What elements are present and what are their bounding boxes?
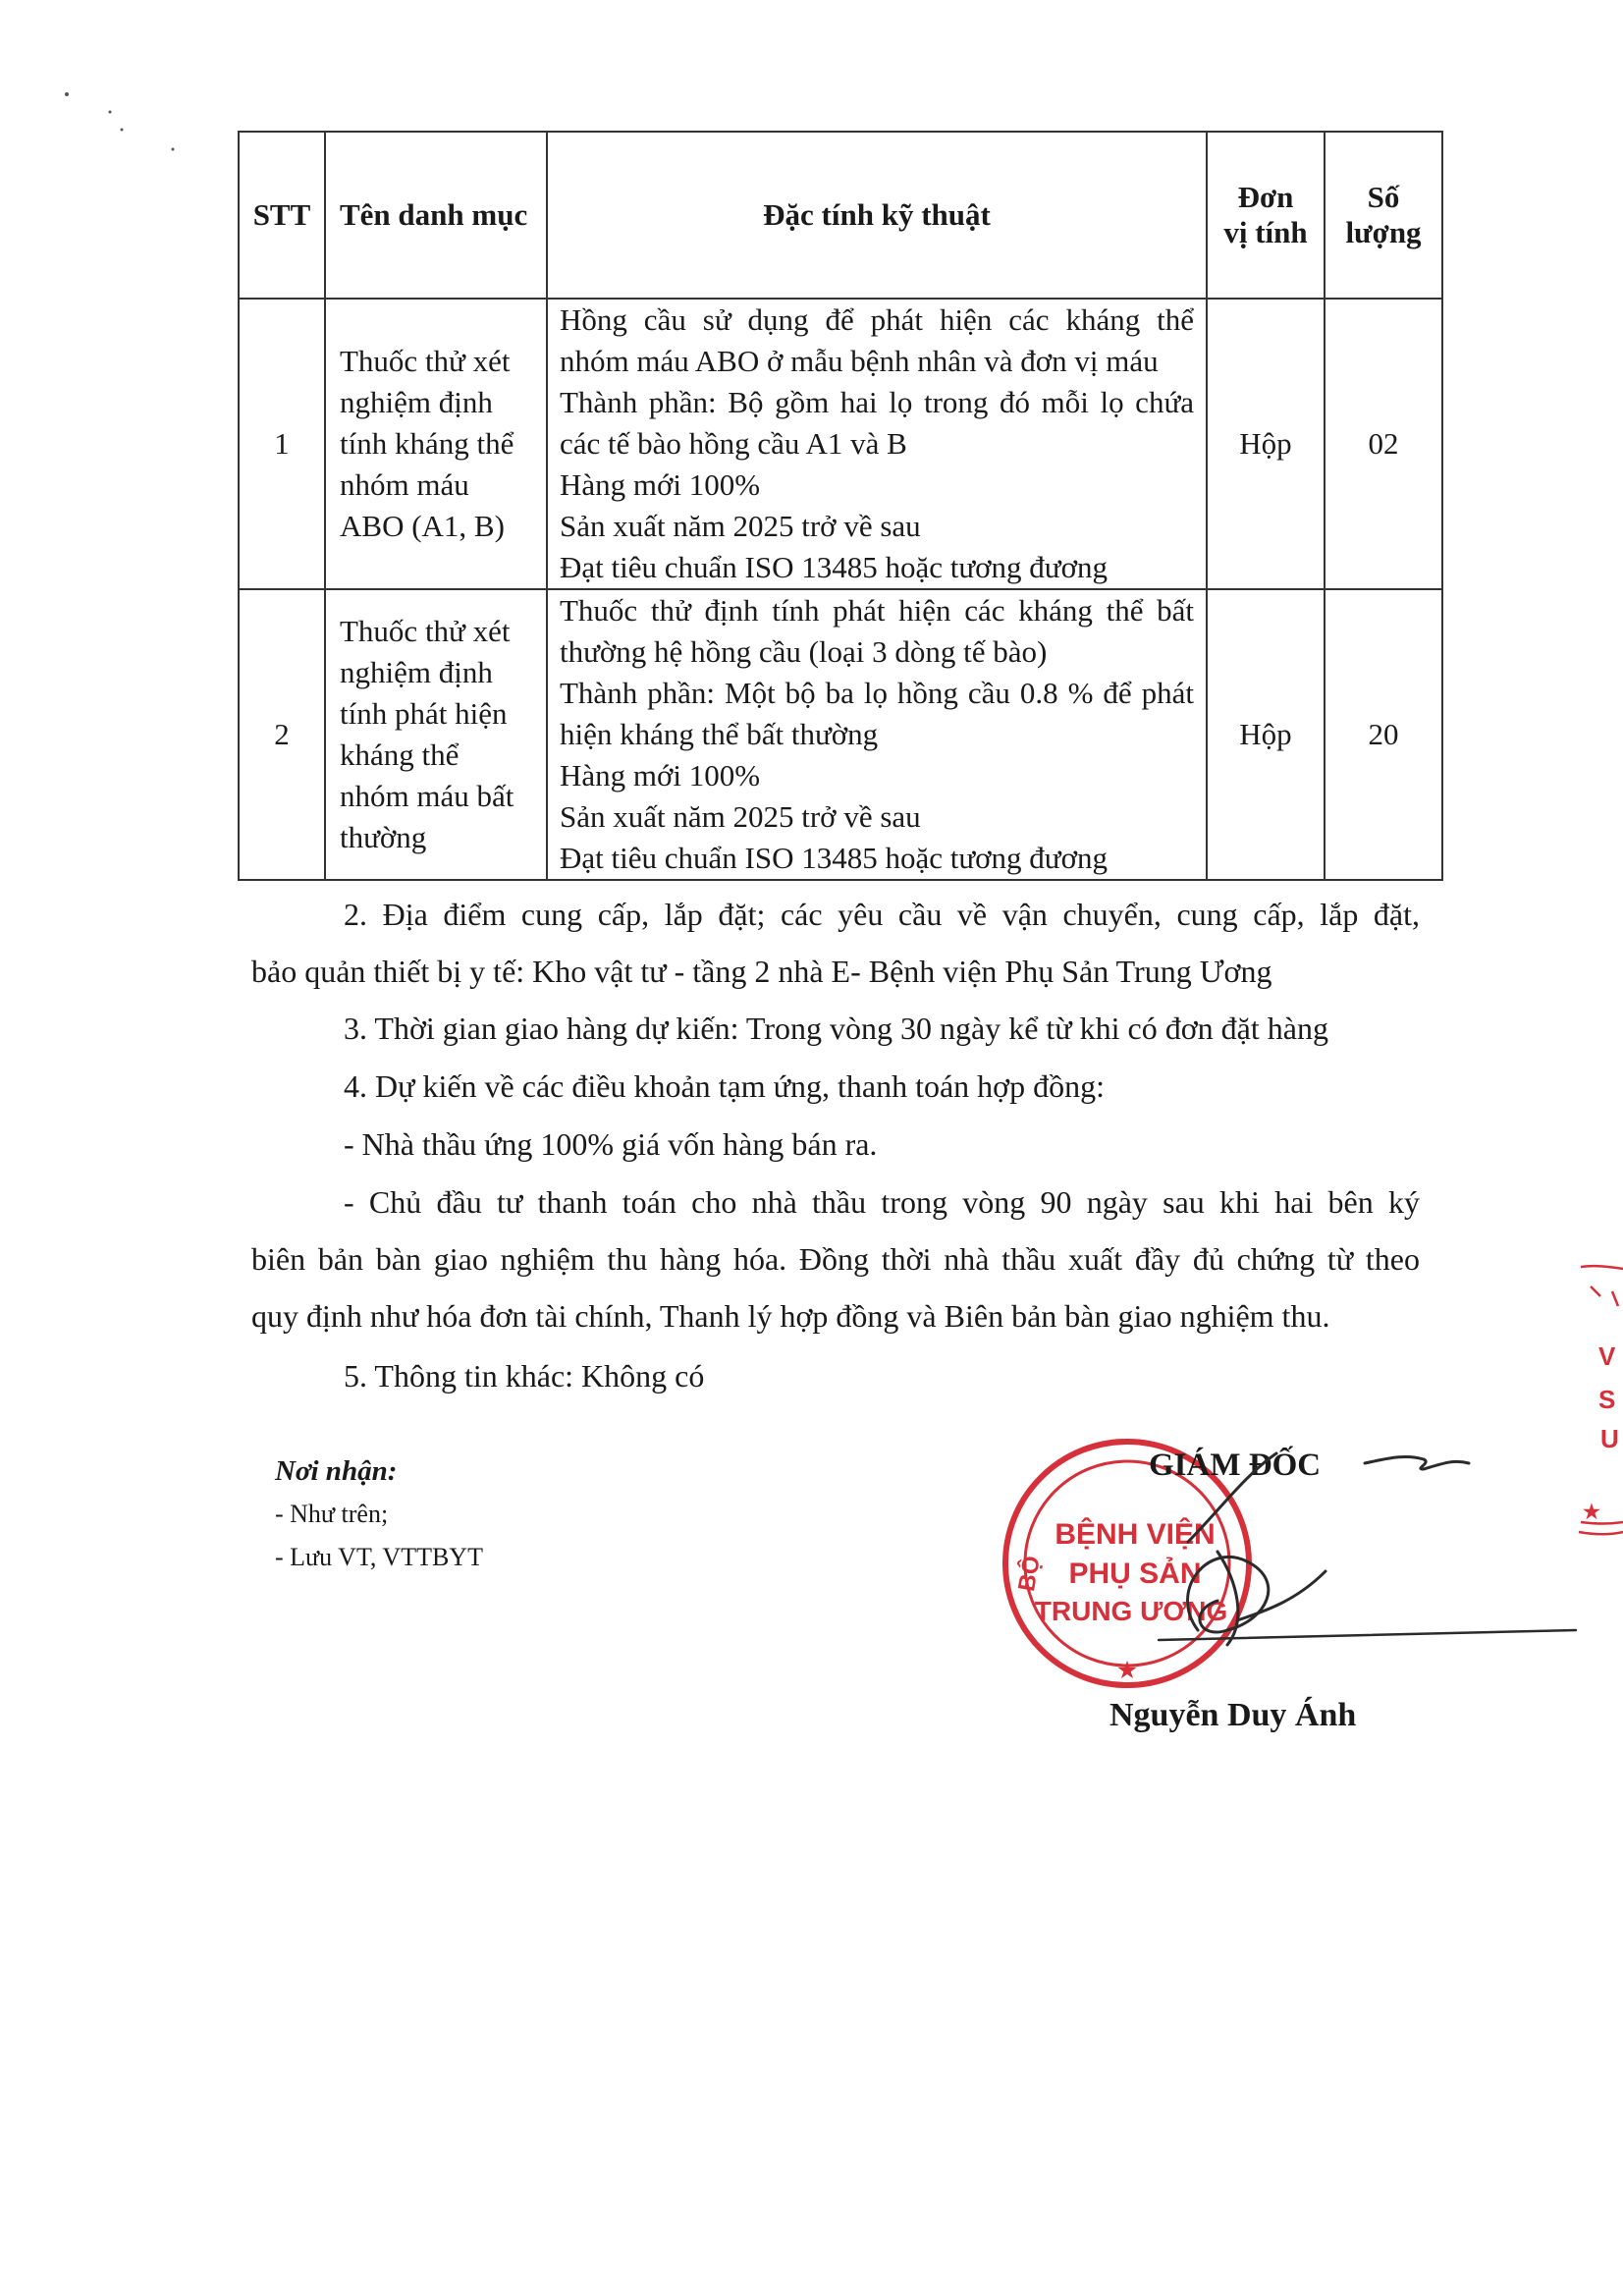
row-qty: 02	[1325, 299, 1442, 589]
table-row	[239, 589, 1442, 880]
header-unit	[1207, 132, 1325, 299]
edge-stamp-mark: V	[1598, 1341, 1616, 1371]
item-name-line: Thuốc thử xét	[340, 344, 511, 378]
recipient-item: - Như trên;	[275, 1500, 389, 1528]
row-stt: 1	[239, 299, 325, 589]
spec-line: Hàng mới 100%	[560, 467, 761, 502]
header-stt: STT	[239, 132, 325, 299]
row-spec	[547, 589, 1207, 880]
item-name-line: tính phát hiện	[340, 696, 508, 731]
seal-line1: BỆNH VIỆN	[1055, 1518, 1216, 1551]
edge-stamp-mark: U	[1600, 1424, 1619, 1453]
row-item-name	[325, 589, 547, 880]
item-name-line: nghiệm định	[340, 655, 493, 689]
row-stt: 2	[239, 589, 325, 880]
header-qty-line2: lượng	[1345, 215, 1422, 249]
row-spec	[547, 299, 1207, 589]
header-unit-line2: vị tính	[1223, 215, 1308, 249]
spec-line: Đạt tiêu chuẩn ISO 13485 hoặc tương đương	[560, 550, 1108, 584]
paragraph-line: bảo quản thiết bị y tế: Kho vật tư - tầng 2 nhà E- Bệnh viện Phụ Sản Trung Ương	[251, 954, 1272, 989]
paragraph-advance: - Nhà thầu ứng 100% giá vốn hàng bán ra.	[344, 1126, 878, 1162]
header-name: Tên danh mục	[325, 132, 547, 299]
item-name-line: nhóm máu	[340, 467, 469, 502]
row-unit: Hộp	[1207, 589, 1325, 880]
recipients-title: Nơi nhận:	[275, 1455, 398, 1487]
header-qty	[1325, 132, 1442, 299]
spec-line: Thành phần: Một bộ ba lọ hồng cầu 0.8 % để phát	[560, 676, 1194, 710]
seal-line3: TRUNG ƯƠNG	[1034, 1596, 1228, 1626]
item-name-line: Thuốc thử xét	[340, 614, 511, 648]
row-qty: 20	[1325, 589, 1442, 880]
item-name-line: ABO (A1, B)	[340, 509, 505, 543]
seal-line2: PHỤ SẢN	[1068, 1558, 1202, 1590]
edge-stamp-star-icon: ★	[1583, 1502, 1600, 1523]
paragraph-payment	[251, 1174, 1420, 1344]
item-name-line: tính kháng thể	[340, 426, 514, 461]
header-spec: Đặc tính kỹ thuật	[547, 132, 1207, 299]
seal-bo-text: BỘ	[1013, 1554, 1046, 1594]
paragraph-line: 2. Địa điểm cung cấp, lắp đặt; các yêu cầu về vận chuyển, cung cấp, lắp đặt,	[344, 897, 1420, 932]
item-name-line: nghiệm định	[340, 385, 493, 419]
spec-line: thường hệ hồng cầu (loại 3 dòng tế bào)	[560, 634, 1048, 669]
paragraph-line: biên bản bàn giao nghiệm thu hàng hóa. Đồng thời nhà thầu xuất đầy đủ chứng từ theo	[251, 1241, 1420, 1277]
spec-line: nhóm máu ABO ở mẫu bệnh nhân và đơn vị máu	[560, 344, 1159, 378]
paragraph-delivery-location	[251, 886, 1420, 1000]
signer-name: Nguyễn Duy Ánh	[1109, 1697, 1357, 1733]
header-unit-line1: Đơn	[1237, 180, 1294, 214]
seal-star-icon: ★	[1117, 1658, 1137, 1682]
scan-speckles	[59, 79, 187, 157]
recipient-item: - Lưu VT, VTTBYT	[275, 1543, 483, 1571]
paragraph-payment-terms: 4. Dự kiến về các điều khoản tạm ứng, thanh toán hợp đồng:	[344, 1068, 1105, 1104]
signature-title: GIÁM ĐỐC	[1149, 1448, 1322, 1483]
spec-line: các tế bào hồng cầu A1 và B	[560, 426, 907, 461]
spec-line: Đạt tiêu chuẩn ISO 13485 hoặc tương đương	[560, 841, 1108, 875]
spec-line: Hàng mới 100%	[560, 758, 761, 793]
handwritten-signature	[1129, 1434, 1581, 1669]
row-unit: Hộp	[1207, 299, 1325, 589]
specification-table	[238, 131, 1443, 881]
edge-stamp-mark: S	[1598, 1385, 1616, 1414]
table-header-row	[239, 132, 1442, 299]
spec-line: Hồng cầu sử dụng để phát hiện các kháng thể	[560, 302, 1194, 337]
item-name-line: nhóm máu bất	[340, 779, 514, 813]
recipients-block	[275, 1449, 483, 1579]
paragraph-other-info: 5. Thông tin khác: Không có	[344, 1358, 705, 1394]
spec-line: Sản xuất năm 2025 trở về sau	[560, 799, 921, 834]
paragraph-delivery-time: 3. Thời gian giao hàng dự kiến: Trong vòng 30 ngày kể từ khi có đơn đặt hàng	[344, 1011, 1328, 1046]
spec-line: Thành phần: Bộ gồm hai lọ trong đó mỗi lọ chứa	[560, 385, 1194, 419]
partial-stamp-edge	[1561, 1247, 1623, 1561]
paragraph-line: - Chủ đầu tư thanh toán cho nhà thầu trong vòng 90 ngày sau khi hai bên ký	[344, 1184, 1420, 1220]
spec-line: Sản xuất năm 2025 trở về sau	[560, 509, 921, 543]
spec-line: Thuốc thử định tính phát hiện các kháng thể bất	[560, 593, 1194, 628]
spec-line: hiện kháng thể bất thường	[560, 717, 879, 751]
item-name-line: thường	[340, 820, 427, 854]
paragraph-line: quy định như hóa đơn tài chính, Thanh lý hợp đồng và Biên bản bàn giao nghiệm thu.	[251, 1298, 1330, 1334]
table-row	[239, 299, 1442, 589]
row-item-name	[325, 299, 547, 589]
item-name-line: kháng thể	[340, 738, 460, 772]
header-qty-line1: Số	[1367, 180, 1400, 214]
